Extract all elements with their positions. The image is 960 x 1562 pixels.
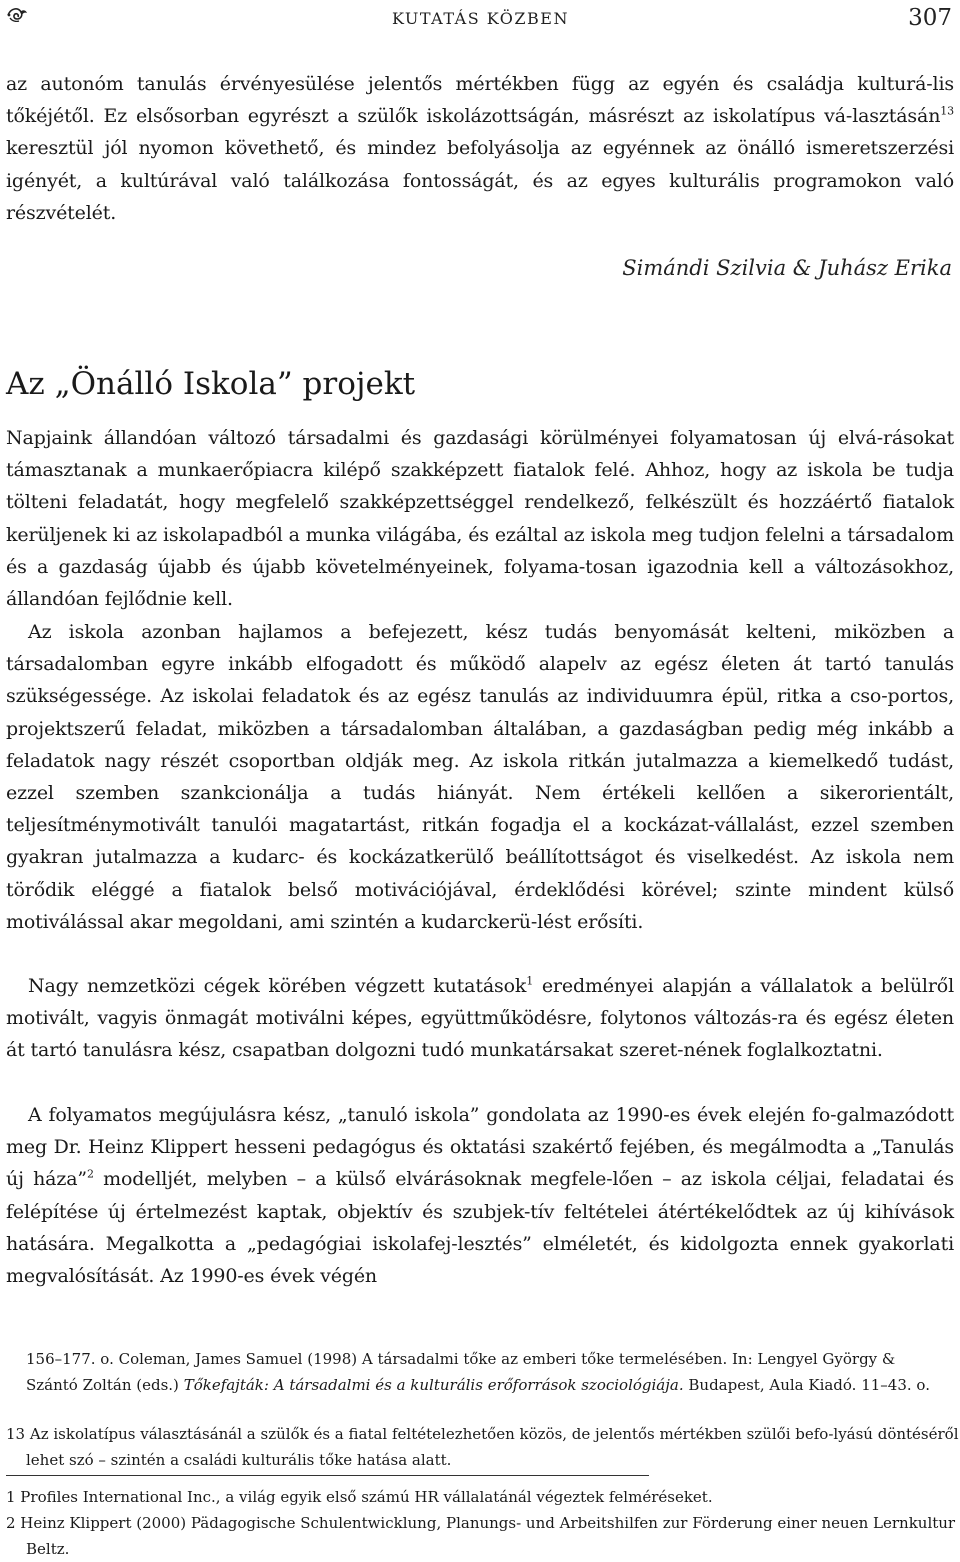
body-paragraph-2: Az iskola azonban hajlamos a befejezett, kész tudás benyomását kelteni, miközben a társadalomban egyre inkább elfogadott és működő alapelv az egész életen át tartó tanulás szükségessége. Az iskolai feladatok és az egész tanulás az individuumra épül, ritka a cso-portos, projektszerű feladat, miközben a társadalomban általában, a gazdaságban pedig még inkább a feladatok nagy részét csoportban oldják meg. Az iskola ritkán jutalmazza a kiemelkedő tudást, ezzel szemben szankcionálja a tudás hiányát. Nem értékeli kellően a sikerorientált, teljesítménymotivált tanulói magatartást, ritkán fogadja el a kockázat-vállalást, ezzel szemben gyakran jutalmazza a kudarc- és kockázatkerülő beállítottságot és viselkedést. Az iskola nem törődik eléggé a fiatalok belső motivációjával, érdeklődési körével; szinte mindent külső motiválással akar megoldani, ami szintén a kudarckerü-lést erősíti. [6,621,954,933]
author-byline: Simándi Szilvia & Juhász Erika [622,256,952,280]
paragraph-3-text-1: Nagy nemzetközi cégek körében végzett kutatások [28,975,527,997]
footnote-2: 2 Heinz Klippert (2000) Pädagogische Schulentwicklung, Planungs- und Arbeitshilfen zur Förderung einer neuen Lernkultur Beltz. [6,1514,956,1558]
footnote-12-continued [26,1347,951,1398]
footnote-13: 13 Az iskolatípus választásánál a szülők és a fiatal feltételezhetően közös, de jelentős mértékben szülői befo-lyású döntéséről lehet szó – szintén a családi kulturális tőke hatása alatt. [6,1425,959,1469]
paragraph-3-text-2: eredményei alapján a vállalatok a belülről motivált, vagyis önmagát motiválni képes, együttműködésre, folytonos változás-ra és egész életen át tartó tanulásra kész, csapatban dolgozni tudó munkatársakat szeret-nének foglalkoztatni. [6,975,954,1062]
intro-paragraph [6,68,954,229]
footnote-ref-1: 1 [526,974,534,988]
paragraph-4-text-2: modelljét, melyben – a külső elvárásoknak megfele-lően – az iskola céljai, feladatai és felépítése új értelmezést kaptak, objektív és szubjek-tív feltételei átértékelődtek az új kihívások hatására. Megalkotta a „pedagógiai iskolafej-lesztés” elméletét, és kidolgozta ennek gyakorlati megvalósítását. Az 1990-es évek végén [6,1168,954,1288]
fleuron-icon [6,6,28,24]
body-paragraph-4 [6,1099,954,1292]
footnote-ref-13: 13 [940,104,954,118]
running-head [0,0,960,40]
page-number: 307 [908,5,952,31]
footnote-12-book-title: Tőkefajták: A társadalmi és a kulturális erőforrások szociológiája. [183,1375,684,1394]
paragraph-4-text-1: A folyamatos megújulásra kész, „tanuló iskola” gondolata az 1990-es évek elején fo-galmazódott meg Dr. Heinz Klippert hesseni pedagógus és oktatási szakértő fejében, és megálmodta a „Tanulás új háza” [6,1104,954,1191]
footnote-1: 1 Profiles International Inc., a világ egyik első számú HR vállalatánál végeztek felméréseket. [6,1488,713,1506]
intro-text-2: keresztül jól nyomon követhető, és mindez befolyásolja az egyénnek az önálló ismeretszerzési igényét, a kultúrával való találkozása fontosságát, és az egyes kulturális programokon való részvételét. [6,137,954,224]
footnote-separator [6,1475,649,1476]
body-paragraph-3 [6,970,954,1067]
intro-text-1: az autonóm tanulás érvényesülése jelentős mértékben függ az egyén és családja kulturá-lis tőkéjétől. Ez elsősorban egyrészt a szülők iskolázottságán, másrészt az iskolatípus vá-lasztásán [6,73,954,128]
footnote-ref-2: 2 [86,1168,94,1182]
running-section-title: KUTATÁS KÖZBEN [392,9,569,28]
body-paragraph-1: Napjaink állandóan változó társadalmi és gazdasági körülményei folyamatosan új elvá-rásokat támasztanak a munkaerőpiacra kilépő szakképzett fiatalok felé. Ahhoz, hogy az iskola be tudja tölteni feladatát, hogy megfelelő szakképzettséggel rendelkező, felkészült és hozzáértő fiatalok kerüljenek ki az iskolapadból a munka világába, és ezáltal az iskola meg tudjon felelni a társadalom és a gazdaság újabb és újabb követelményeinek, folyama-tosan igazodnia kell a változásokhoz, állandóan fejlődnie kell. [6,427,954,611]
footnote-12-text-2: Budapest, Aula Kiadó. 11–43. o. [683,1375,930,1394]
article-title: Az „Önálló Iskola” projekt [6,366,416,402]
footnote-12-text-1: 156–177. o. Coleman, James Samuel (1998) A társadalmi tőke az emberi tőke termelésében. In: Lengyel György & Szántó Zoltán (eds.) [26,1350,896,1394]
